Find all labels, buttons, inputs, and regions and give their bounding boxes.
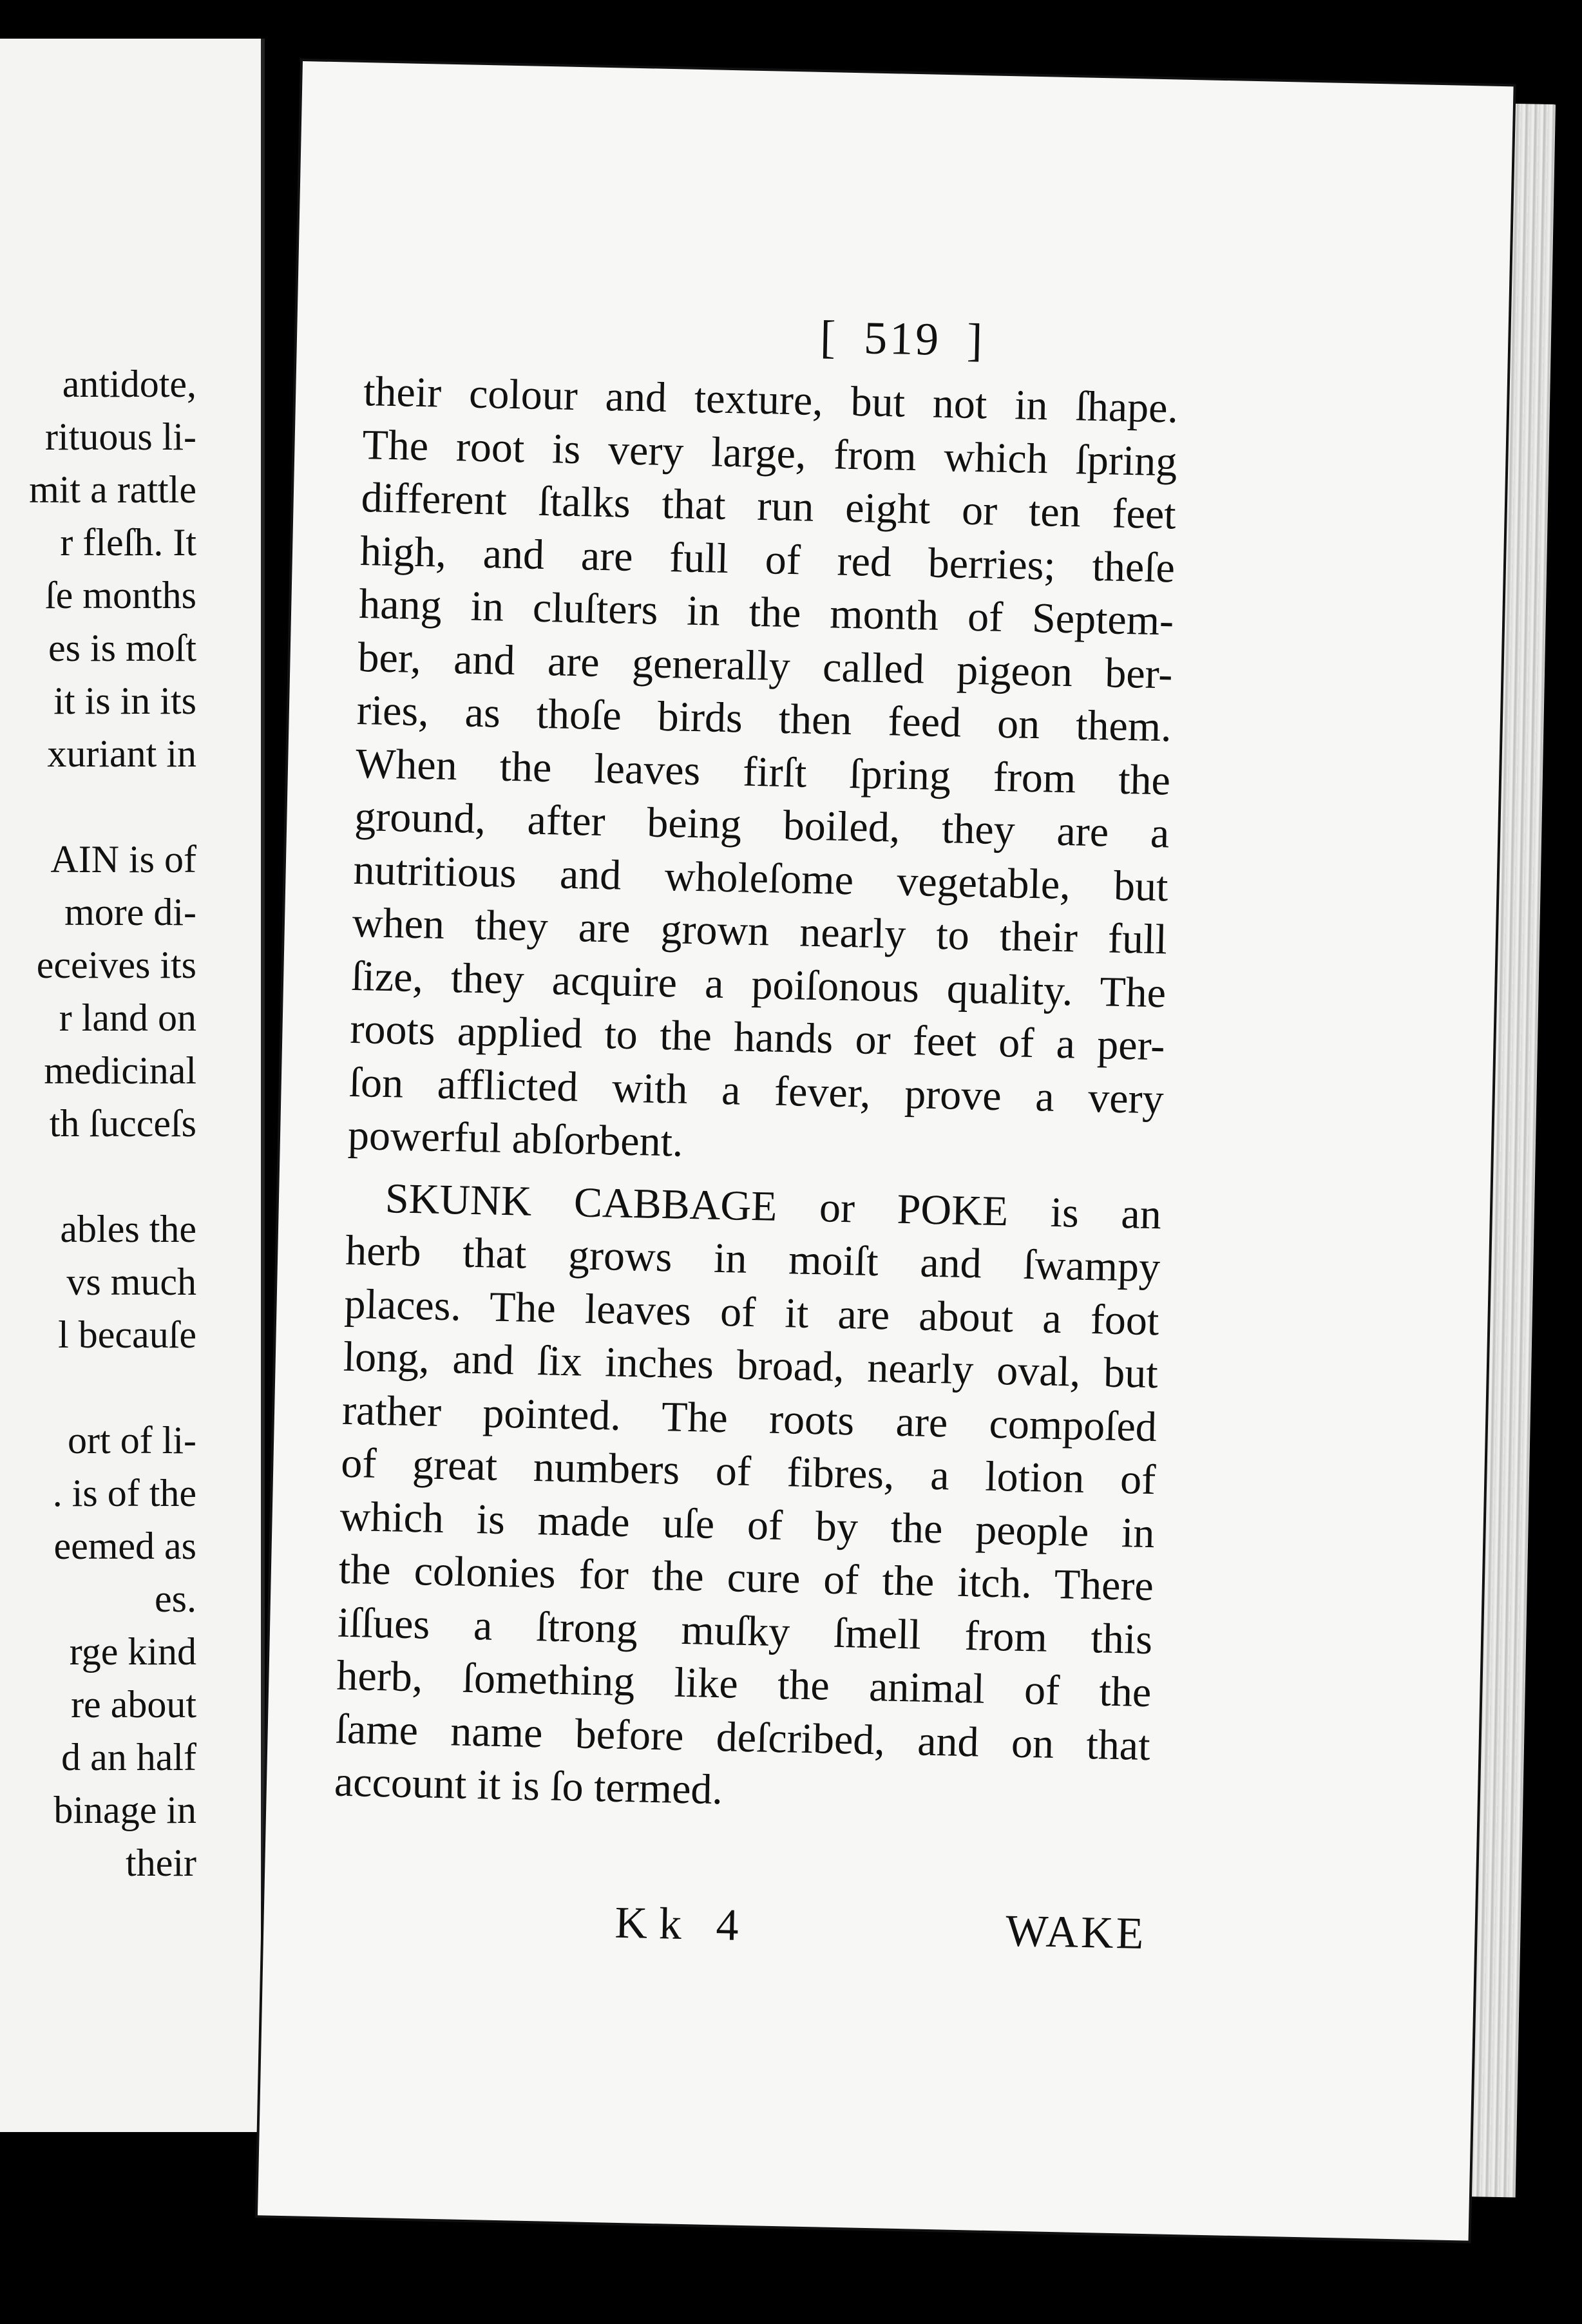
- body-line: When the leaves firſt ſpring from the: [355, 739, 1171, 804]
- body-line: iſſues a ſtrong muſky ſmell from this: [337, 1599, 1153, 1663]
- header-open-bracket: [: [819, 310, 839, 363]
- left-page-line: . is of the: [52, 1472, 196, 1514]
- left-page-line: more di-: [64, 891, 196, 933]
- left-facing-page: [0, 39, 265, 2132]
- catchword: WAKE: [1005, 1906, 1147, 1959]
- left-page-line: es is moſt: [48, 627, 196, 669]
- body-line: their colour and texture, but not in ſhape.: [363, 368, 1179, 432]
- body-line: SKUNK CABBAGE or POKE is an: [385, 1174, 1162, 1238]
- body-line: roots applied to the hands or feet of a per-: [349, 1005, 1166, 1070]
- body-line: rather pointed. The roots are compoſed: [341, 1386, 1158, 1451]
- header-close-bracket: ]: [966, 314, 986, 367]
- body-line: account it is ſo termed.: [334, 1758, 723, 1814]
- body-text: [334, 365, 1179, 1826]
- left-page-line: th ſucceſs: [49, 1102, 196, 1145]
- left-page-line: xuriant in: [47, 732, 196, 775]
- running-header: [644, 307, 1161, 371]
- body-line: nutritious and wholeſome vegetable, but: [352, 846, 1169, 910]
- left-page-line: it is in its: [53, 680, 196, 722]
- page-footer: [331, 1892, 1147, 1967]
- body-line: ſize, they acquire a poiſonous quality. The: [350, 952, 1167, 1016]
- left-page-line: AIN is of: [50, 838, 196, 881]
- body-line: hang in cluſters in the month of Septem-: [358, 580, 1174, 645]
- signature-mark: Kk 4: [614, 1898, 751, 1951]
- body-line: different ſtalks that run eight or ten feet: [361, 474, 1177, 538]
- page-number: 519: [863, 312, 942, 365]
- left-page-line: ables the: [60, 1208, 196, 1250]
- left-page-line: es.: [155, 1577, 196, 1620]
- body-line: herb, ſomething like the animal of the: [336, 1652, 1152, 1717]
- left-page-line: d an half: [61, 1736, 196, 1778]
- body-line: the colonies for the cure of the itch. There: [338, 1545, 1154, 1610]
- left-page-line: antidote,: [62, 363, 196, 405]
- body-line: long, and ſix inches broad, nearly oval, but: [343, 1333, 1159, 1398]
- body-line: ber, and are generally called pigeon ber-: [357, 633, 1174, 698]
- left-page-line: ſe months: [45, 574, 196, 616]
- left-page-line: medicinal: [44, 1049, 196, 1092]
- body-line: ſame name before deſcribed, and on that: [335, 1705, 1151, 1769]
- body-line: which is made uſe of by the people in: [339, 1492, 1156, 1557]
- left-page-line: l becauſe: [58, 1313, 196, 1356]
- left-page-line: re about: [71, 1683, 196, 1726]
- left-page-line: eemed as: [53, 1525, 196, 1567]
- body-line: ries, as thoſe birds then feed on them.: [356, 686, 1172, 751]
- left-page-line: rge kind: [69, 1630, 196, 1673]
- body-line: ground, after being boiled, they are a: [354, 792, 1170, 857]
- body-line: The root is very large, from which ſpring: [361, 421, 1178, 486]
- left-page-line: r fleſh. It: [60, 521, 196, 564]
- left-page-line: mit a rattle: [29, 468, 196, 511]
- left-page-line: binage in: [53, 1789, 196, 1831]
- left-page-line: r land on: [59, 996, 196, 1039]
- right-page: [258, 61, 1514, 2241]
- left-page-line: ort of li-: [68, 1419, 196, 1462]
- body-line: when they are grown nearly to their full: [352, 899, 1168, 964]
- body-line: high, and are full of red berries; theſe: [359, 527, 1176, 592]
- left-page-line: their: [126, 1842, 196, 1884]
- body-line: ſon afflicted with a fever, prove a very: [348, 1058, 1165, 1123]
- body-line: herb that grows in moiſt and ſwampy: [345, 1226, 1161, 1291]
- left-page-line: vs much: [66, 1261, 196, 1303]
- left-page-line: eceives its: [36, 944, 196, 986]
- body-line: powerful abſorbent.: [347, 1111, 684, 1166]
- body-line: of great numbers of fibres, a lotion of: [340, 1439, 1156, 1504]
- left-page-line: rituous li-: [45, 415, 196, 458]
- body-line: places. The leaves of it are about a foot: [343, 1280, 1160, 1344]
